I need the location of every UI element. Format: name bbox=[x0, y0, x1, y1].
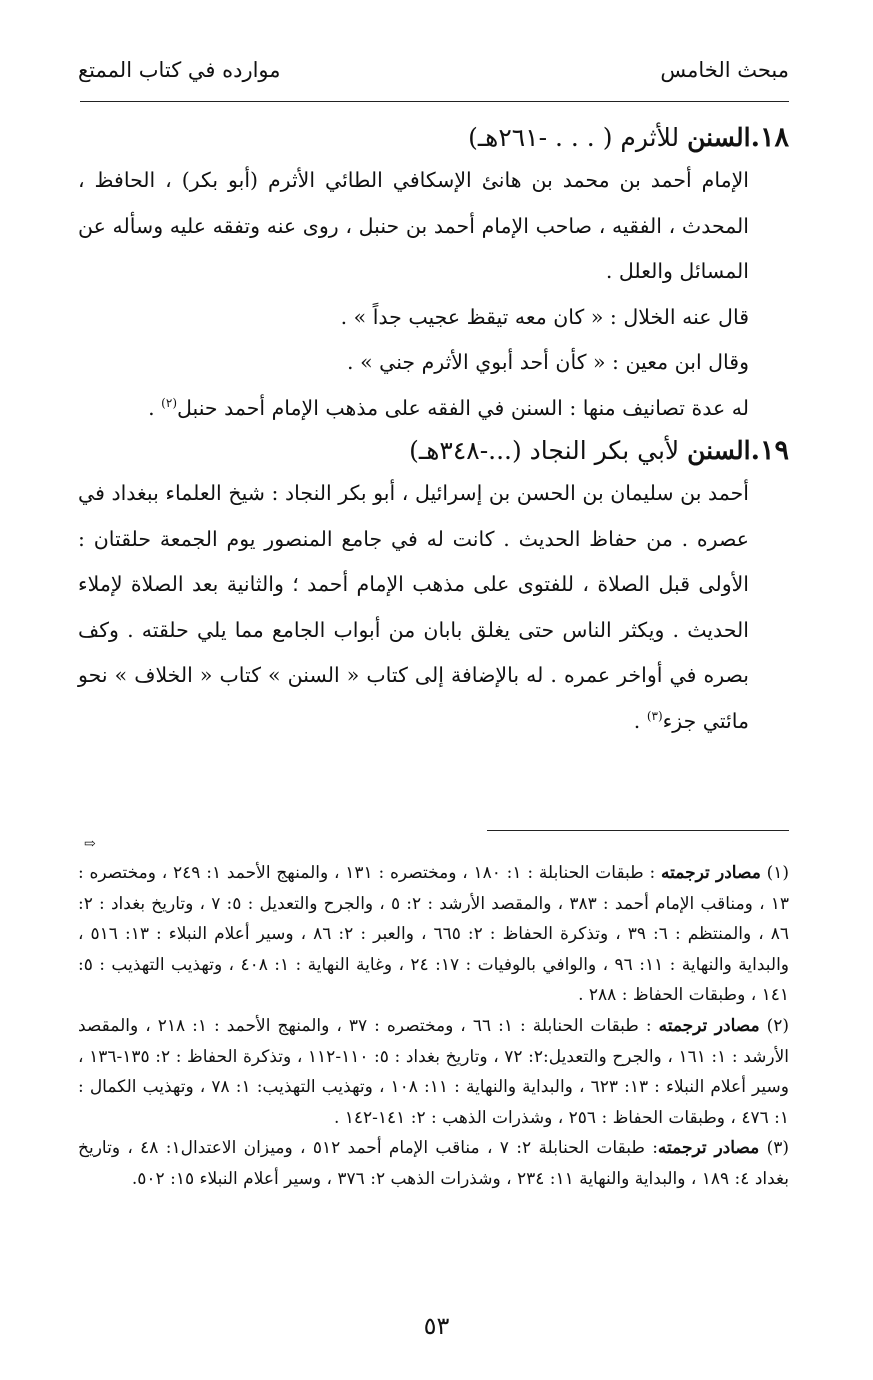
continuation-arrow-icon: ⇨ bbox=[84, 836, 96, 852]
header-chapter-title: مبحث الخامس bbox=[660, 58, 789, 82]
footnote-3-number: (٣) bbox=[766, 1138, 790, 1159]
footnote-divider bbox=[487, 830, 789, 831]
section-18-number: ١٨. bbox=[750, 122, 789, 153]
footnote-ref-2: (٢) bbox=[161, 395, 177, 410]
footnotes bbox=[78, 858, 789, 1195]
section-18-works bbox=[78, 386, 789, 432]
section-18-title: للأثرم ( . . . -٢٦١هـ) bbox=[468, 123, 688, 152]
footnote-1 bbox=[78, 858, 789, 1011]
footnote-3-lead: مصادر ترجمته bbox=[657, 1138, 760, 1159]
section-19-number: ١٩. bbox=[750, 435, 789, 466]
footnote-2-lead: مصادر ترجمته bbox=[658, 1015, 760, 1036]
footnote-1-number: (١) bbox=[766, 863, 790, 883]
section-18-heading bbox=[78, 118, 789, 158]
section-18-works-end: . bbox=[148, 395, 162, 420]
footnote-2-text: : طبقات الحنابلة : ١: ٦٦ ، ومختصره : ٣٧ ، والمنهج الأحمد : ١: ٢١٨ ، والمقصد الأرشد : ١: ١٦١ ، والجرح والتعديل:٢: ٧٢ ، وتاريخ بغداد : ٥: ١١٠-١١٢ ، وتذكرة الحفاظ : ٢: ١٣٥-١٣٦ ، وسير أعلام النبلاء : ١٣: ٦٢٣ ، والبداية والنهاية : ١١: ١٠٨ ، وتهذيب التهذيب: ١: ٧٨ ، وتهذيب الكمال : ١: ٤٧٦ ، وطبقات الحفاظ : ٢٥٦ ، وشذرات الذهب : ٢: ١٤١-١٤٢ . bbox=[78, 1015, 790, 1128]
section-18-bio: الإمام أحمد بن محمد بن هانئ الإسكافي الطائي الأثرم (أبو بكر) ، الحافظ ، المحدث ، الفقيه ، صاحب الإمام أحمد بن حنبل ، روى عنه وتفقه عليه وسأله عن المسائل والعلل . bbox=[78, 168, 749, 283]
section-19-bio-end: . bbox=[633, 708, 647, 733]
section-18-works-text: له عدة تصانيف منها : السنن في الفقه على مذهب الإمام أحمد حنبل bbox=[177, 395, 749, 420]
section-18-quote-ibn-main: وقال ابن معين : « كأن أحد أبوي الأثرم جني » . bbox=[347, 350, 749, 374]
main-text bbox=[78, 118, 789, 744]
header-book-title: موارده في كتاب الممتع bbox=[78, 58, 281, 82]
header-divider bbox=[80, 101, 789, 102]
footnote-1-text: : طبقات الحنابلة : ١: ١٨٠ ، ومختصره : ١٣١ ، والمنهج الأحمد ١: ٢٤٩ ، ومختصره : ١٣ ، ومناقب الإمام أحمد : ٣٨٣ ، والمقصد الأرشد : ٢: ٥ ، والجرح والتعديل : ٥: ٧ ، وتاريخ بغداد : ٢: ٨٦ ، والمنتظم : ٦: ٣٩ ، وتذكرة الحفاظ : ٢: ٦٦٥ ، والعبر : ٢: ٨٦ ، وسير أعلام النبلاء : ١٣: ٥١٦ ، والبداية والنهاية : ١١: ٩٦ ، والوافي بالوفيات : ١٧: ٢٤ ، وغاية النهاية : ١: ٤٠٨ ، وتهذيب التهذيب : ٥: ١٤١ ، وطبقات الحفاظ : ٢٨٨ . bbox=[78, 863, 790, 1006]
footnote-ref-3: (٣) bbox=[646, 708, 663, 723]
footnote-1-lead: مصادر ترجمته bbox=[661, 863, 761, 883]
running-header bbox=[78, 52, 789, 92]
section-18-quote-khallal: قال عنه الخلال : « كان معه تيقظ عجيب جداً » . bbox=[340, 304, 749, 329]
footnote-2-number: (٢) bbox=[766, 1015, 790, 1036]
section-18-keyword: السنن bbox=[687, 123, 751, 152]
section-19-title: لأبي بكر النجاد (...-٣٤٨هـ) bbox=[409, 436, 688, 465]
footnote-2 bbox=[78, 1011, 789, 1133]
page-number: ٥٣ bbox=[423, 1312, 450, 1340]
section-19-bio bbox=[78, 471, 789, 744]
section-19-heading bbox=[78, 431, 789, 471]
section-19-bio-text: أحمد بن سليمان بن الحسن بن إسرائيل ، أبو بكر النجاد : شيخ العلماء ببغداد في عصره . من حفاظ الحديث . كانت له في جامع المنصور يوم الجمعة حلقتان : الأولى قبل الصلاة ، للفتوى على مذهب الإمام أحمد ؛ والثانية بعد الصلاة لإملاء الحديث . ويكثر الناس حتى يغلق بابان من أبواب الجامع مما يلي حلقته . وكف بصره في أواخر عمره . له بالإضافة إلى كتاب « السنن » كتاب « الخلاف » نحو مائتي جزء bbox=[78, 481, 749, 733]
footnote-3 bbox=[78, 1133, 789, 1194]
footnote-3-text: : طبقات الحنابلة ٢: ٧ ، مناقب الإمام أحمد ٥١٢ ، وميزان الاعتدال١: ٤٨ ، وتاريخ بغداد ٤: ١٨٩ ، والبداية والنهاية ١١: ٢٣٤ ، وشذرات الذهب ٢: ٣٧٦ ، وسير أعلام النبلاء ١٥: ٥٠٢. bbox=[78, 1138, 789, 1189]
section-19-keyword: السنن bbox=[687, 436, 751, 465]
